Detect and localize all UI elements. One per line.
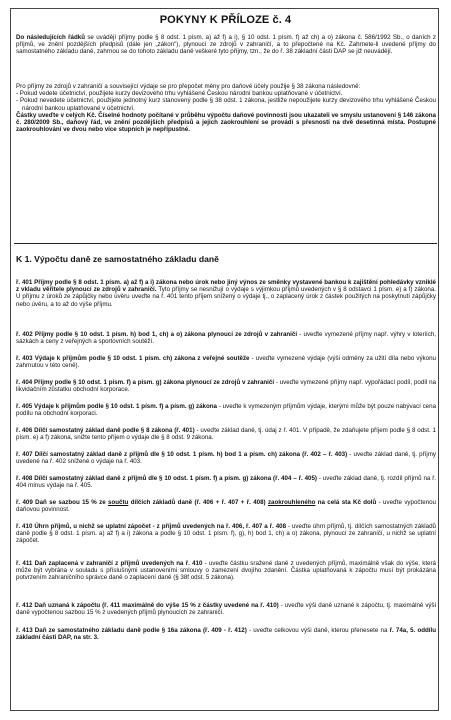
row-407-text: - uveďte základ daně, tj. příjmy uvedené na ř. 402 snížené o výdaje na ř. 403. bbox=[16, 451, 436, 466]
row-412-text: - uveďte výši daně uznané k zápočtu, tj. maximálně výši daně vypočtenou sazbou 15 % z uvedených příjmů plynoucích ze zahraničí. bbox=[16, 602, 436, 617]
row-406 bbox=[16, 427, 436, 441]
row-409-label-part2: dílčích základů daně (ř. 406 + ř. 407 + ř. 408) bbox=[128, 499, 266, 506]
row-409 bbox=[16, 499, 436, 513]
row-406-text: - uveďte základ daně, tj. údaj z ř. 401. V případě, že zdaňujete příjem podle § 8 odst. 1 písm. e) a f) zákona, snižte tento příjem o výdaje dle § 8 odst. 9 zákona. bbox=[16, 427, 437, 442]
row-405-label: ř. 405 Výdaje k příjmům podle § 10 odst. 1 písm. f) a písm. g) zákona bbox=[16, 403, 217, 410]
exchange-item-no-accounting: - Pokud nevedete účetnictví, použijete jednotný kurz stanovený podle § 38 odst. 1 zákona, jestliže nepoužijete kurzy devizového trhu vyhlášené Českou národní bankou uplatňované v účetnictví. bbox=[16, 97, 436, 112]
row-403-text: - uveďte vymezené výdaje (výši odměny za užití díla nebo výkonu zahrnutou v této ceně). bbox=[16, 355, 436, 370]
row-409-label: ř. 409 Daň se sazbou 15 % ze bbox=[16, 499, 106, 506]
row-401 bbox=[16, 279, 436, 308]
row-410 bbox=[16, 523, 436, 545]
row-409-underlined-rounded: zaokrouhleného bbox=[267, 499, 316, 506]
row-402-label: ř. 402 Příjmy podle § 10 odst. 1 písm. h) bod 1, ch) a o) zákona plynoucí ze zdrojů v zahraničí bbox=[16, 331, 298, 338]
row-413-text: - uveďte celkovou výši daně, kterou přenesete na bbox=[246, 627, 388, 634]
row-403 bbox=[16, 355, 436, 369]
row-407-label: ř. 407 Dílčí samostatný základ daně z příjmů dle § 10 odst. 1 písm. h) bod 1 a písm. ch) zákona (ř. 402 – ř. 403) bbox=[16, 451, 348, 458]
section-divider bbox=[14, 243, 437, 244]
row-408-label: ř. 408 Dílčí samostatný základ daně z příjmů dle § 10 odst. 1 písm. f) a písm. g) zákona (ř. 404 – ř. 405) bbox=[16, 475, 317, 482]
row-404 bbox=[16, 379, 436, 393]
row-403-label: ř. 403 Výdaje k příjmům podle § 10 odst. 1 písm. ch) zákona z veřejné soutěže bbox=[16, 355, 250, 362]
row-410-label: ř. 410 Úhrn příjmů, u nichž se uplatní zápočet - z příjmů uvedených na ř. 406, ř. 407 a ř. 408 bbox=[16, 523, 287, 530]
page-title: POKYNY K PŘÍLOZE č. 4 bbox=[159, 14, 292, 26]
row-404-label: ř. 404 Příjmy podle § 10 odst. 1 písm. f) a písm. g) zákona plynoucí ze zdrojů v zahraničí bbox=[16, 379, 275, 386]
row-401-label: ř. 401 Příjmy podle § 8 odst. 1 písm. a) až f) a i) zákona nebo úrok nebo jiný výnos ze směnky vystavené bankou k zajištění pohledávky vzniklé z vkladu věřitele plynoucí ze zdrojů v zahraničí. bbox=[16, 279, 436, 294]
row-408-text: - uveďte základ daně, tj. rozdíl příjmů na ř. 404 mínus výdaje na ř. 405. bbox=[16, 475, 437, 490]
row-408 bbox=[16, 475, 436, 489]
intro-text: se uvádějí příjmy podle § 8 odst. 1 písm. a) až f) a i), § 10 odst. 1 písm. f) až ch) a o) zákona č. 586/1992 Sb., o daních z příjmů, ve znění pozdějších předpisů (dále jen „zákon"), plynoucí ze zdrojů v zahraničí, a to přepočtené na Kč. Zahrnete-li uvedené příjmy do samostatného základu daně, zahrnou se do tohoto základu daně veškeré tyto příjmy, tzn., že do ř. 38 základní části DAP se již neuvádějí. bbox=[16, 34, 436, 56]
row-409-label-part3: na celá sta Kč dolů bbox=[315, 499, 377, 506]
row-405 bbox=[16, 403, 436, 417]
row-413-label: ř. 413 Daň ze samostatného základu daně podle § 16a zákona (ř. 409 - ř. 412) bbox=[16, 627, 247, 634]
row-410-text: - uveďte úhrn příjmů, tj. dílčích samostatných základů daně podle § 8 odst. 1 písm. a) až f) a i) zákona a podle § 10 odst. 1 písm. f), g), h) bod 1, ch) a o) zákona, plynoucí ze zahraničí, u nichž se uplatní zápočet. bbox=[16, 523, 436, 545]
row-402-text: - uveďte vymezené příjmy např. výhry v loteriích, sázkách a ceny z veřejných a sportovních soutěží. bbox=[16, 331, 436, 346]
row-409-underlined-sum: součtu bbox=[108, 499, 129, 506]
intro-bold: Do následujících řádků bbox=[16, 34, 85, 41]
row-411-label: ř. 411 Daň zaplacená v zahraničí z příjmů uvedených na ř. 410 bbox=[16, 560, 203, 567]
row-401-text: Tyto příjmy se nesnižují o výdaje s výjimkou příjmů uvedených v § 8 odstavci 1 písm. e) a f) zákona. U příjmu z úroků ze zápůjčky nebo úvěru uveďte na ř. 401 tento příjem snížený o výdaje tj., o zaplacený úrok z částek použitých na poskytnutí zápůjčky nebo úvěru, a to až do výše příjmu. bbox=[16, 286, 436, 308]
row-409-text: - uveďte vypočtenou daňovou povinnost. bbox=[16, 499, 436, 514]
row-413-target: ř. 74a, 5. oddílu základní části DAP, na str. 3. bbox=[16, 627, 436, 642]
row-406-label: ř. 406 Dílčí samostatný základ daně podle § 8 zákona (ř. 401) bbox=[16, 427, 195, 434]
row-411 bbox=[16, 560, 436, 582]
intro-paragraph bbox=[16, 34, 436, 56]
row-413 bbox=[16, 627, 436, 641]
row-412-label: ř. 412 Daň uznaná k zápočtu (ř. 411 maximálně do výše 15 % z částky uvedené na ř. 410) bbox=[16, 602, 279, 609]
row-402 bbox=[16, 331, 436, 345]
row-405-text: - uveďte k vymezeným příjmům výdaje, kterými může být pouze nabývací cena podílu na obchodní korporaci. bbox=[16, 403, 437, 418]
row-404-text: - uveďte vymezené příjmy např. vypořádací podíl, podíl na likvidačním zůstatku obchodní korporace. bbox=[16, 379, 436, 394]
exchange-item-accounting: - Pokud vedete účetnictví, použijete kurzy devizového trhu vyhlášené Českou národní bankou uplatňované v účetnictví. bbox=[16, 90, 343, 98]
row-412 bbox=[16, 602, 436, 616]
row-411-text: - uveďte částku sražené daně z uvedených příjmů, maximálně však do výše, která může být vybrána v souladu s příslušnými ustanoveními smlouvy o zamezení dvojího zdanění. Částka uplatňovaná k zápočtu musí být prokázána potvrzením zahraničního správce daně o zaplacení daně (§ 38f odst. 5 zákona). bbox=[16, 560, 436, 582]
section-title: K 1. Výpočtu daně ze samostatného základu daně bbox=[16, 254, 219, 264]
exchange-section bbox=[16, 83, 436, 133]
rounding-note: Částky uveďte v celých Kč. Číselné hodnoty počítané v průběhu výpočtu daňové povinnosti jsou ukazateli ve smyslu ustanovení § 146 zákona č. 280/2009 Sb., daňový řád, ve znění pozdějších předpisů a jejich zaokrouhlení se provádí s přesností na dvě desetinná místa. Postupné zaokrouhlování ve dvou nebo více stupních je nepřípustné. bbox=[16, 111, 436, 134]
exchange-paragraph: Pro příjmy ze zdrojů v zahraničí a související výdaje se pro přepočet měny pro daňové účely použije § 38 zákona následovně: bbox=[16, 83, 361, 90]
row-407 bbox=[16, 451, 436, 465]
